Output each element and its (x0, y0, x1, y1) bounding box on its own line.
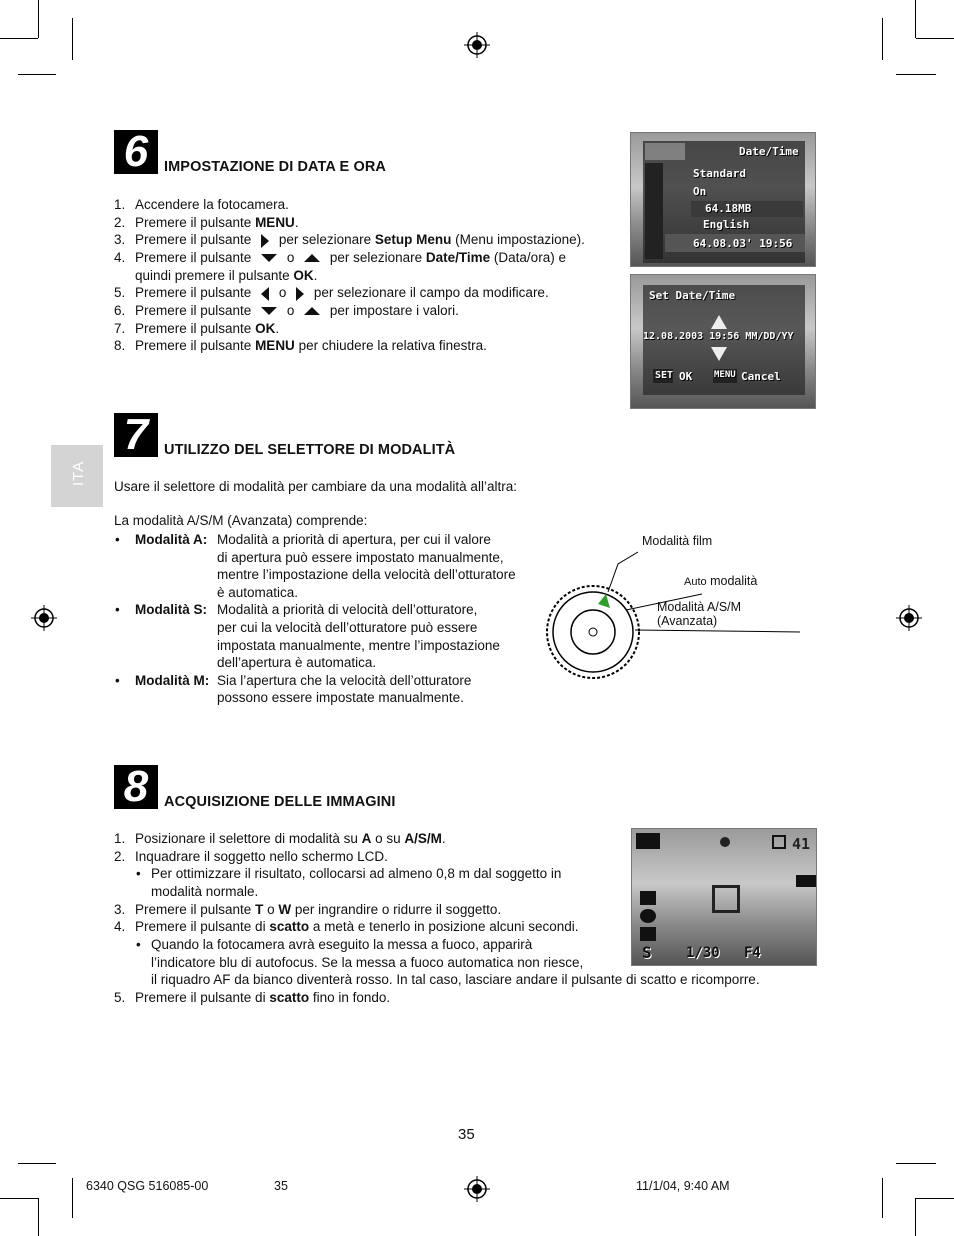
text-run: Premere il pulsante (135, 302, 256, 318)
step-number: 3. (114, 232, 126, 248)
step-text (151, 865, 561, 883)
language-tab-label: ITA (70, 460, 87, 486)
registration-mark-icon (464, 1176, 490, 1202)
page-number: 35 (458, 1126, 475, 1143)
mode-description: per cui la velocità dell’otturatore può essere (217, 620, 478, 635)
mode-label: Modalità S: (135, 602, 208, 618)
text-run: Accendere la fotocamera. (135, 197, 289, 212)
step-text (135, 989, 390, 1007)
lcd-set-datetime-screenshot (630, 274, 816, 409)
text-run: per chiudere la relativa finestra. (294, 338, 487, 354)
step-number: 4. (114, 249, 126, 265)
text-run: . (275, 320, 280, 336)
crop-mark (896, 74, 936, 75)
text-run: quindi premere il pulsante (135, 267, 294, 283)
lcd-capture-screenshot (631, 828, 817, 966)
crop-mark (18, 1163, 56, 1164)
bold-term: OK (293, 267, 314, 283)
bold-term: MENU (255, 214, 295, 230)
footer-page: 35 (274, 1179, 288, 1193)
lcd-row: On (693, 185, 707, 198)
step-number: • (136, 936, 141, 952)
text-run: Posizionare il selettore di modalità su (135, 831, 362, 846)
crop-mark (38, 0, 39, 38)
section-number: 7 (114, 413, 158, 457)
step-number: 2. (114, 214, 126, 230)
text-run: o (283, 249, 299, 265)
macro-icon (716, 835, 734, 849)
step-number: 7. (114, 320, 126, 336)
mode-label: Modalità A: (135, 532, 208, 547)
lcd-shots-remaining: 41 (792, 835, 811, 853)
lcd-mode: S (642, 943, 652, 962)
bold-term: MENU (255, 338, 295, 354)
text-run: per selezionare il campo da modificare. (310, 285, 549, 301)
section-number: 8 (114, 765, 158, 809)
bullet-dot: • (115, 672, 120, 688)
crop-mark (0, 1198, 38, 1199)
text-run: Inquadrare il soggetto nello schermo LCD. (135, 848, 388, 864)
step-text (151, 954, 583, 972)
mode-description: Modalità a priorità di apertura, per cui il valore (217, 532, 491, 547)
step-text (151, 883, 258, 901)
crop-mark (18, 74, 56, 75)
lcd-title: Date/Time (739, 145, 799, 158)
step-text (135, 249, 566, 267)
section-title: UTILIZZO DEL SELETTORE DI MODALITÀ (164, 442, 456, 458)
crop-mark (916, 38, 954, 39)
step-number: 1. (114, 831, 126, 846)
footer-doc-id: 6340 QSG 516085-00 (86, 1179, 209, 1193)
section-title: IMPOSTAZIONE DI DATA E ORA (164, 159, 386, 175)
crop-mark (896, 1163, 936, 1164)
crop-mark (38, 1198, 39, 1236)
mode-description: di apertura può essere impostato manualmente, (217, 549, 504, 565)
text-run: l’indicatore blu di autofocus. Se la messa a fuoco automatica non riesce, (151, 954, 584, 970)
step-number: 8. (114, 338, 126, 354)
step-text (135, 337, 487, 355)
bullet-dot: • (115, 602, 120, 618)
bullet-dot: • (115, 532, 120, 547)
dial-label-film: Modalità film (642, 534, 713, 548)
step-text (151, 971, 760, 989)
mode-description: dell’apertura è automatica. (217, 655, 377, 671)
lcd-down-arrow-icon (711, 347, 727, 361)
registration-mark-icon (464, 32, 490, 58)
text-run: Premere il pulsante (135, 214, 256, 230)
lcd-date: 12.08.2003 19:56 MM/DD/YY (643, 331, 794, 342)
crop-mark (72, 18, 73, 60)
mode-description: è automatica. (217, 584, 299, 600)
step-number: 3. (114, 901, 126, 917)
bold-term: Setup Menu (374, 232, 452, 248)
step-text (135, 830, 446, 848)
up-arrow-icon (304, 307, 320, 315)
lcd-row: English (703, 218, 750, 231)
intro-text: La modalità A/S/M (Avanzata) comprende: (114, 513, 368, 528)
dial-label-asm: Modalità A/S/M (Avanzata) (657, 600, 742, 628)
text-run: o (263, 901, 279, 917)
section-number: 6 (114, 130, 158, 174)
text-run: il riquadro AF da bianco diventerà rosso. In tal caso, lasciare andare il pulsante di scatto e ricomporre. (151, 972, 760, 988)
text-run: modalità normale. (151, 883, 259, 899)
lcd-set-key: SET (655, 370, 674, 381)
lcd-row: 64.08.03' 19:56 (693, 237, 793, 250)
step-text (135, 918, 579, 936)
lcd-row: Standard (693, 167, 746, 180)
step-number: 2. (114, 848, 126, 864)
crop-mark (916, 1198, 954, 1199)
intro-text: Usare il selettore di modalità per cambiare da una modalità all’altra: (114, 479, 517, 494)
registration-mark-icon (31, 605, 57, 631)
crop-mark (915, 0, 916, 38)
text-run: Premere il pulsante (135, 901, 256, 917)
text-run: Premere il pulsante (135, 338, 256, 354)
crop-mark (0, 38, 38, 39)
left-arrow-icon (261, 287, 269, 301)
registration-mark-icon (896, 605, 922, 631)
text-run: Per ottimizzare il risultato, collocarsi ad almeno 0,8 m dal soggetto in (151, 866, 562, 882)
text-run: a metà e tenerlo in posizione alcuni secondi. (309, 919, 579, 935)
step-text (135, 231, 585, 249)
text-run: per selezionare (326, 249, 426, 265)
step-number: 5. (114, 285, 126, 301)
crop-mark (882, 18, 883, 60)
bold-term: A/S/M (404, 831, 442, 846)
text-run: per impostare i valori. (326, 302, 459, 318)
lcd-shutter: 1/30 (686, 945, 720, 961)
mode-label: Modalità M: (135, 672, 210, 688)
crop-mark (915, 1198, 916, 1236)
text-run: . (313, 267, 318, 283)
step-number: 5. (114, 989, 126, 1005)
lcd-ok-label: OK (679, 370, 693, 383)
step-text (135, 901, 501, 919)
text-run: o su (371, 831, 405, 846)
bold-term: OK (255, 320, 276, 336)
text-run: o (283, 302, 299, 318)
bold-term: scatto (269, 989, 310, 1005)
mode-description: mentre l’impostazione della velocità dell’otturatore (217, 567, 516, 583)
text-run: Premere il pulsante (135, 320, 256, 336)
lcd-cancel-label: Cancel (741, 370, 781, 383)
footer-timestamp: 11/1/04, 9:40 AM (636, 1179, 730, 1193)
text-run: fino in fondo. (309, 989, 391, 1005)
right-arrow-icon (261, 234, 269, 248)
crop-mark (72, 1178, 73, 1218)
lcd-aperture: F4 (744, 945, 761, 961)
mode-description: possono essere impostate manualmente. (217, 690, 464, 706)
bold-term: W (278, 901, 292, 917)
lcd-title: Set Date/Time (649, 289, 736, 302)
step-number: 4. (114, 919, 126, 935)
text-run: . (441, 831, 446, 846)
lcd-setup-menu-screenshot (630, 132, 816, 267)
text-run: Premere il pulsante (135, 285, 256, 301)
step-number: • (136, 866, 141, 882)
text-run: (Menu impostazione). (451, 232, 585, 248)
step-text (135, 214, 299, 232)
step-text (135, 848, 388, 866)
text-run: Premere il pulsante (135, 249, 256, 265)
right-arrow-icon (296, 287, 304, 301)
lcd-row: 64.18MB (705, 202, 752, 215)
step-number: 1. (114, 197, 126, 212)
text-run: Quando la fotocamera avrà eseguito la messa a fuoco, apparirà (151, 936, 533, 952)
mode-description: impostata manualmente, mentre l’impostazione (217, 637, 500, 653)
mode-description: Modalità a priorità di velocità dell’otturatore, (217, 602, 478, 618)
up-arrow-icon (304, 254, 320, 262)
text-run: per ingrandire o ridurre il soggetto. (291, 901, 502, 917)
bold-term: scatto (269, 919, 310, 935)
step-text (135, 284, 549, 302)
dial-label-auto: Auto modalità (684, 574, 758, 588)
crop-mark (882, 1178, 883, 1218)
down-arrow-icon (261, 307, 277, 315)
text-run: Premere il pulsante (135, 232, 256, 248)
lcd-up-arrow-icon (711, 315, 727, 329)
language-tab (51, 445, 103, 507)
down-arrow-icon (261, 254, 277, 262)
text-run: Premere il pulsante di (135, 989, 270, 1005)
bold-term: T (255, 901, 264, 917)
step-text (135, 267, 317, 285)
step-number: 6. (114, 302, 126, 318)
text-run: (Data/ora) e (490, 249, 566, 265)
step-text (135, 320, 279, 338)
bold-term: Date/Time (425, 249, 491, 265)
text-run: Premere il pulsante di (135, 919, 270, 935)
text-run: per selezionare (275, 232, 375, 248)
text-run: o (275, 285, 291, 301)
lcd-menu-key: MENU (714, 370, 736, 380)
step-text (151, 936, 532, 954)
step-text (135, 302, 459, 320)
mode-description: Sia l’apertura che la velocità dell’otturatore (217, 672, 472, 688)
step-text (135, 196, 289, 214)
bold-term: A (361, 831, 372, 846)
section-title: ACQUISIZIONE DELLE IMMAGINI (164, 794, 396, 810)
text-run: . (294, 214, 299, 230)
